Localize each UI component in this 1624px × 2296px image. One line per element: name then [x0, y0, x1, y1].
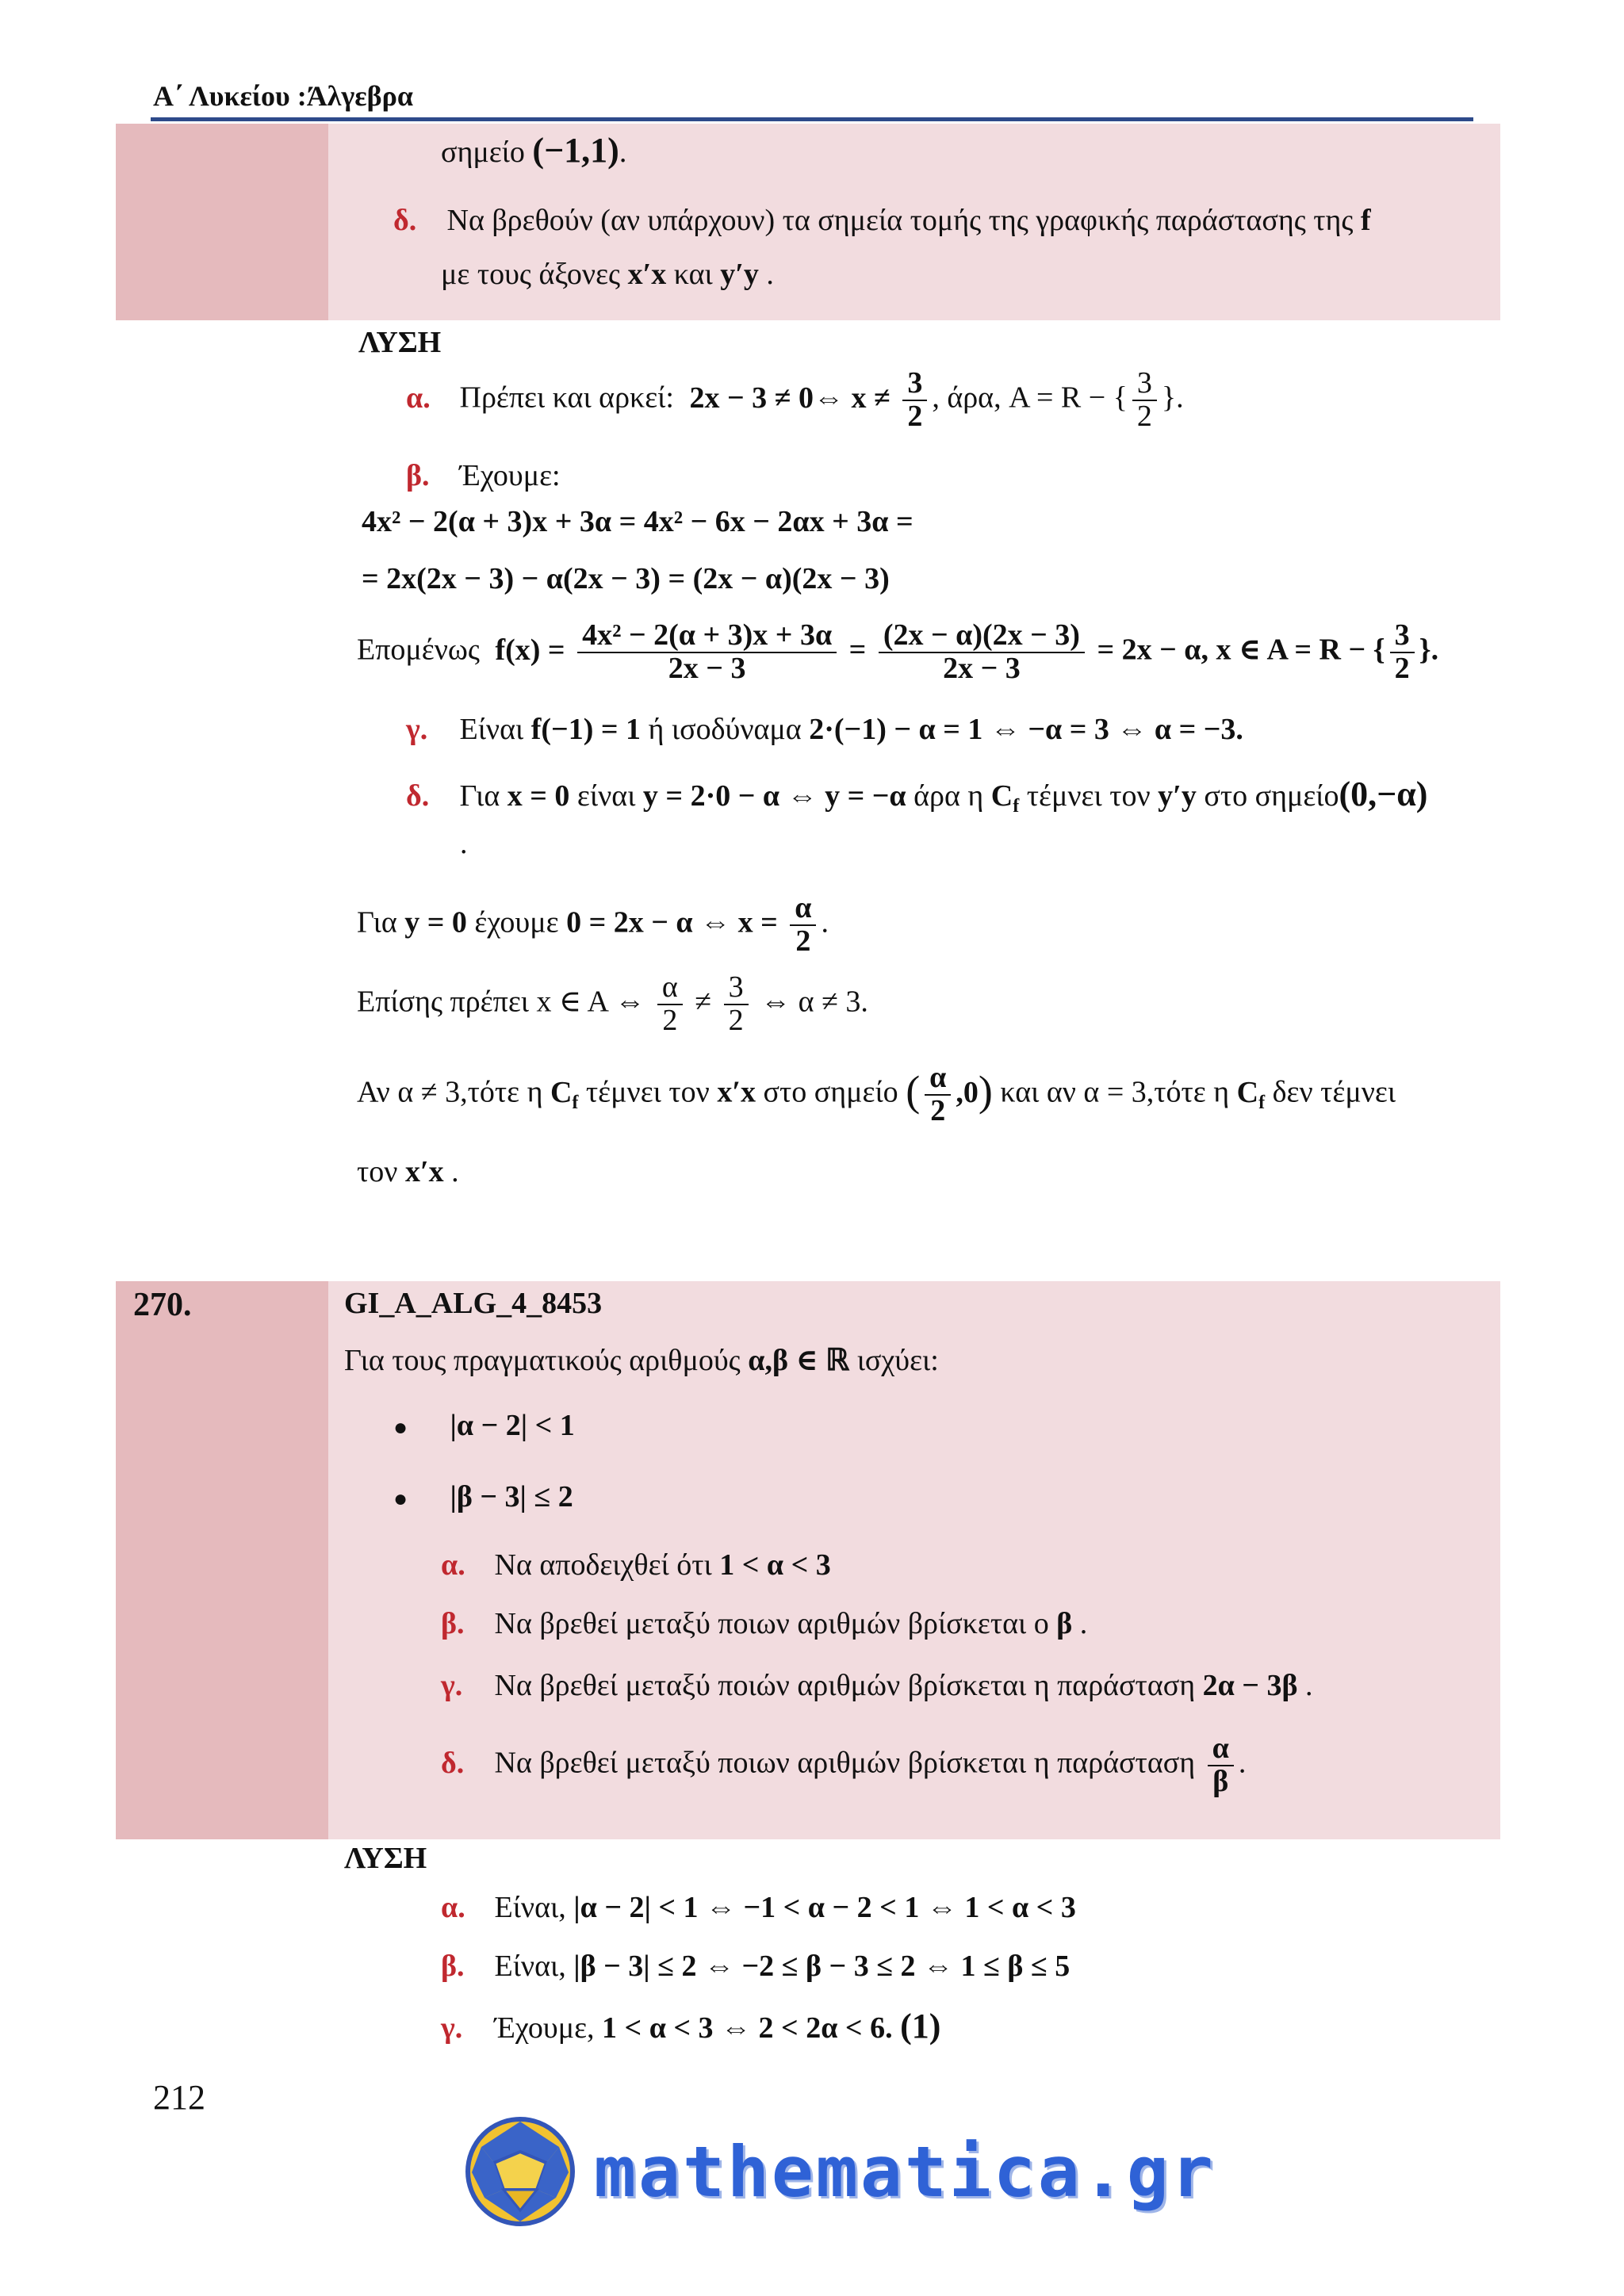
sol1-g-label: γ. [406, 713, 428, 746]
sol2-b-text: Είναι, [494, 1950, 566, 1983]
sol1-result: = 2x − α, x ∈ A = R − { [1097, 633, 1385, 667]
sol1-gia-line: Για y = 0 έχουμε 0 = 2x − α ⇔ x = $\frac{\alpha}{2}$ . [357, 891, 829, 958]
problem270-a [441, 1548, 831, 1582]
sol1-an-paren-close: ) [978, 1066, 993, 1115]
sol1-gia-text2: έχουμε [474, 905, 559, 939]
sol1-d-cf-letter: C [990, 779, 1013, 813]
sol2-b-math: |β − 3| ≤ 2 ⇔ −2 ≤ β − 3 ≤ 2 ⇔ 1 ≤ β ≤ 5 [573, 1950, 1071, 1983]
sol1-an-point [906, 1061, 993, 1127]
sol1-d-dot: . [460, 827, 468, 860]
sol1-d-yy: y′y [1158, 779, 1197, 813]
sol1-gia-math: 0 = 2x − α ⇔ x = [566, 905, 778, 939]
sol1-episis-text: Επίσης πρέπει x ∈ A ⇔ [357, 985, 645, 1019]
sol1-an-text5: και αν [1000, 1075, 1076, 1109]
sol1-an-cf2-sub: f [1258, 1092, 1266, 1113]
sol1-an-text4: στο σημείο [763, 1075, 898, 1109]
problem270-code: GI_A_ALG_4_8453 [344, 1287, 603, 1320]
sol2-a-math: |α − 2| < 1 ⇔ −1 < α − 2 < 1 ⇔ 1 < α < 3 [573, 1891, 1076, 1924]
sol1-gia-frac-num: α [790, 893, 816, 926]
sol1-frac2 [879, 620, 1085, 685]
sol1-a-set-fraction [1132, 368, 1157, 433]
sol1-an-line [357, 1062, 1396, 1127]
sol1-b-line [406, 458, 561, 493]
sol1-a-fraction [902, 368, 927, 433]
sol1-gia-frac [790, 893, 816, 958]
sol1-eq: = [848, 633, 867, 667]
sol1-episis-frac2-num: 3 [724, 972, 749, 1005]
prev-delta-and: και [673, 258, 713, 291]
sol1-a-text: Πρέπει και αρκεί: [459, 381, 674, 415]
problem270-d-frac-num: α [1208, 1733, 1234, 1766]
sol1-ton-dot: . [451, 1155, 459, 1188]
sol2-g-line [441, 2006, 940, 2046]
problem270-g-text: Να βρεθεί μεταξύ ποιών αριθμών βρίσκεται η παράσταση [494, 1669, 1196, 1702]
problem270-number: 270. [133, 1287, 192, 1323]
sol1-epomenos-line [357, 620, 1438, 685]
problem270-b-label: β. [441, 1607, 465, 1640]
mathematica-logo [464, 2115, 1216, 2228]
sol1-d-label: δ. [406, 779, 430, 813]
sol2-a-line [441, 1890, 1076, 1925]
sol1-frac1 [577, 620, 837, 685]
prev-delta-line1 [393, 203, 1371, 238]
problem270-b-text: Να βρεθεί μεταξύ ποιων αριθμών βρίσκεται ο [494, 1607, 1049, 1640]
sol1-an-xx: x′x [717, 1075, 756, 1109]
prev-delta-f: f [1360, 204, 1371, 237]
sol1-episis-frac2-den: 2 [728, 1003, 744, 1037]
sol1-a-math: 2x − 3 ≠ 0⇔ x ≠ [689, 381, 891, 415]
sol1-a-line [406, 368, 1184, 433]
problem270-g-math: 2α − 3β [1202, 1669, 1298, 1702]
prev-cont-point: (−1,1) [532, 131, 619, 170]
sol1-gia-y0: y = 0 [404, 905, 467, 939]
sol2-a-text: Είναι, [494, 1891, 566, 1924]
sol1-an-math1: α ≠ 3 [397, 1075, 461, 1109]
sol2-a-label: α. [441, 1891, 465, 1924]
sol1-an-text7: δεν τέμνει [1272, 1075, 1396, 1109]
sol1-an-paren-open: ( [906, 1066, 921, 1115]
solution2-title: ΛΥΣΗ [344, 1842, 427, 1875]
sol1-d-text4: τέμνει τον [1026, 779, 1151, 813]
sol1-d-cf-sub: f [1013, 796, 1020, 817]
sol1-episis-line [357, 972, 868, 1037]
problem270-bullet1-math: |α − 2| < 1 [450, 1409, 575, 1442]
problem270-bullet1 [393, 1408, 575, 1443]
sol1-episis-frac1-den: 2 [662, 1003, 678, 1037]
sol1-result-frac [1390, 620, 1415, 685]
sol1-d-math1: x = 0 [507, 779, 570, 813]
sol1-episis-end: ⇔ α ≠ 3. [760, 985, 868, 1019]
prev-delta-line2: με τους άξονες x′x και y′y . [441, 258, 774, 291]
polyhedron-logo-icon [464, 2115, 576, 2228]
sol1-g-math1: f(−1) = 1 [530, 713, 642, 746]
sol1-fx: f(x) = [495, 633, 565, 667]
sol1-an-point-frac [925, 1062, 951, 1127]
sol1-b-eq1: 4x² − 2(α + 3)x + 3α = 4x² − 6x − 2αx + 3α = [362, 505, 914, 538]
prev-delta-text1: Να βρεθούν (αν υπάρχουν) τα σημεία τομής της γραφικής παράστασης της [446, 204, 1354, 237]
prev-delta-yy: y′y [720, 258, 759, 291]
sol2-g-ref: (1) [900, 2007, 941, 2045]
bullet-icon: ● [393, 1486, 408, 1512]
sol1-a-set-den: 2 [1136, 399, 1152, 433]
sol1-a-ara: , άρα, A = R − { [932, 381, 1128, 415]
bullet-icon: ● [393, 1414, 408, 1441]
sol1-a-frac-num: 3 [902, 368, 927, 401]
problem270-left-panel [116, 1281, 328, 1839]
problem270-g: γ. Να βρεθεί μεταξύ ποιών αριθμών βρίσκεται η παράσταση 2α − 3β . [441, 1669, 1313, 1702]
sol2-b-label: β. [441, 1950, 465, 1983]
sol1-b-eq2: = 2x(2x − 3) − α(2x − 3) = (2x − α)(2x − 3) [362, 562, 890, 595]
problem270-d-frac [1208, 1733, 1234, 1798]
sol1-b-text: Έχουμε: [459, 459, 561, 492]
sol1-frac1-num: 4x² − 2(α + 3)x + 3α [577, 620, 837, 653]
problem270-b-math: β [1056, 1607, 1073, 1640]
sol1-result-frac-num: 3 [1390, 620, 1415, 653]
header-rule [151, 117, 1473, 121]
sol1-d-line [406, 774, 1427, 817]
sol1-result-end: }. [1419, 633, 1439, 667]
sol1-gia-frac-den: 2 [795, 924, 811, 958]
prev-problem-left-panel [116, 124, 328, 320]
sol1-an-cf2-letter: C [1236, 1075, 1259, 1109]
sol1-an-point-num: α [925, 1062, 951, 1096]
sol1-an-point-tail: ,0 [956, 1075, 979, 1109]
problem270-b: β. Να βρεθεί μεταξύ ποιων αριθμών βρίσκεται ο β . [441, 1607, 1088, 1640]
sol1-frac2-num: (2x − α)(2x − 3) [879, 620, 1085, 653]
problem270-a-math: 1 < α < 3 [719, 1548, 831, 1582]
problem270-bullet2-math: |β − 3| ≤ 2 [450, 1480, 573, 1513]
sol1-frac2-den: 2x − 3 [943, 651, 1021, 685]
sol2-g-math: 1 < α < 3 ⇔ 2 < 2α < 6. [602, 2011, 893, 2045]
sol1-an-point-den: 2 [930, 1093, 946, 1127]
prev-delta-text2: με τους άξονες [441, 258, 621, 291]
problem270-intro-text: Για τους πραγματικούς αριθμούς [344, 1344, 741, 1377]
sol1-ton-line [357, 1154, 459, 1189]
problem270-a-label: α. [441, 1548, 465, 1582]
problem270-intro-text2: ισχύει: [856, 1344, 939, 1377]
sol1-episis-frac1-num: α [657, 972, 683, 1005]
sol1-an-text1: Αν [357, 1075, 390, 1109]
sol1-d-cf [990, 779, 1020, 817]
sol1-epomenos: Επομένως [357, 633, 480, 667]
sol1-a-label: α. [406, 381, 431, 415]
sol1-episis-frac2 [724, 972, 749, 1037]
solution1-title: ΛΥΣΗ [358, 326, 442, 359]
problem270-d-text: Να βρεθεί μεταξύ ποιων αριθμών βρίσκεται η παράσταση [494, 1746, 1196, 1780]
sol1-d-point: (0,−α) [1339, 775, 1428, 813]
prev-delta-label: δ. [393, 204, 417, 237]
prev-cont-text: σημείο [441, 136, 525, 169]
sol1-a-set-num: 3 [1132, 368, 1157, 401]
sol1-d-text3: άρα η [914, 779, 984, 813]
sol1-a-frac-den: 2 [907, 399, 923, 433]
sol1-g-text1: Είναι [459, 713, 524, 746]
problem270-d-label: δ. [441, 1746, 465, 1780]
problem270-intro-math: α,β ∈ ℝ [748, 1344, 850, 1377]
sol1-an-cf-letter: C [550, 1075, 573, 1109]
sol1-d-math2: y = 2·0 − α ⇔ y = −α [642, 779, 906, 813]
sol1-an-text3: τέμνει τον [585, 1075, 710, 1109]
sol1-g-line [406, 712, 1243, 747]
prev-delta-xx: x′x [627, 258, 667, 291]
sol1-an-text6: ,τότε η [1146, 1075, 1230, 1109]
sol1-an-cf-sub: f [572, 1092, 579, 1113]
sol1-d-text5: στο σημείο [1204, 779, 1339, 813]
problem270-a-text: Να αποδειχθεί ότι [494, 1548, 712, 1582]
sol1-ton-text: τον [357, 1155, 398, 1188]
sol1-d-text2: είναι [576, 779, 636, 813]
sol2-g-text: Έχουμε, [494, 2011, 595, 2045]
sol1-d-text1: Για [459, 779, 500, 813]
sol1-a-end: }. [1161, 381, 1184, 415]
sol1-an-math2: α = 3 [1083, 1075, 1147, 1109]
sol1-b-label: β. [406, 459, 430, 492]
problem270-intro [344, 1341, 939, 1378]
page-number: 212 [153, 2078, 205, 2117]
problem270-bullet2 [393, 1479, 573, 1514]
problem270-d-frac-den: β [1212, 1764, 1229, 1798]
sol1-g-text2: ή ισοδύναμα [648, 713, 802, 746]
sol1-episis-neq: ≠ [695, 985, 712, 1019]
sol1-ton-xx: x′x [404, 1155, 444, 1188]
sol1-an-cf [550, 1075, 579, 1113]
sol1-an-text2: ,τότε η [460, 1075, 543, 1109]
sol1-frac1-den: 2x − 3 [668, 651, 746, 685]
page-header: Α΄ Λυκείου :Άλγεβρα [153, 80, 413, 112]
sol2-b-line [441, 1949, 1070, 1984]
sol1-g-math2: 2·(−1) − α = 1 ⇔ −α = 3 ⇔ α = −3. [809, 713, 1243, 746]
prev-cont-line: σημείο (−1,1). [441, 131, 627, 170]
sol1-episis-frac1 [657, 972, 683, 1037]
sol1-an-cf2 [1236, 1075, 1266, 1113]
problem270-g-label: γ. [441, 1669, 463, 1702]
problem270-d: δ. Να βρεθεί μεταξύ ποιων αριθμών βρίσκεται η παράσταση $\frac{\alpha}{\beta}$ . [441, 1732, 1247, 1798]
sol2-g-label: γ. [441, 2011, 463, 2045]
sol1-gia-text: Για [357, 905, 397, 939]
sol1-result-frac-den: 2 [1394, 651, 1410, 685]
logo-text: mathematica.gr [594, 2130, 1216, 2213]
